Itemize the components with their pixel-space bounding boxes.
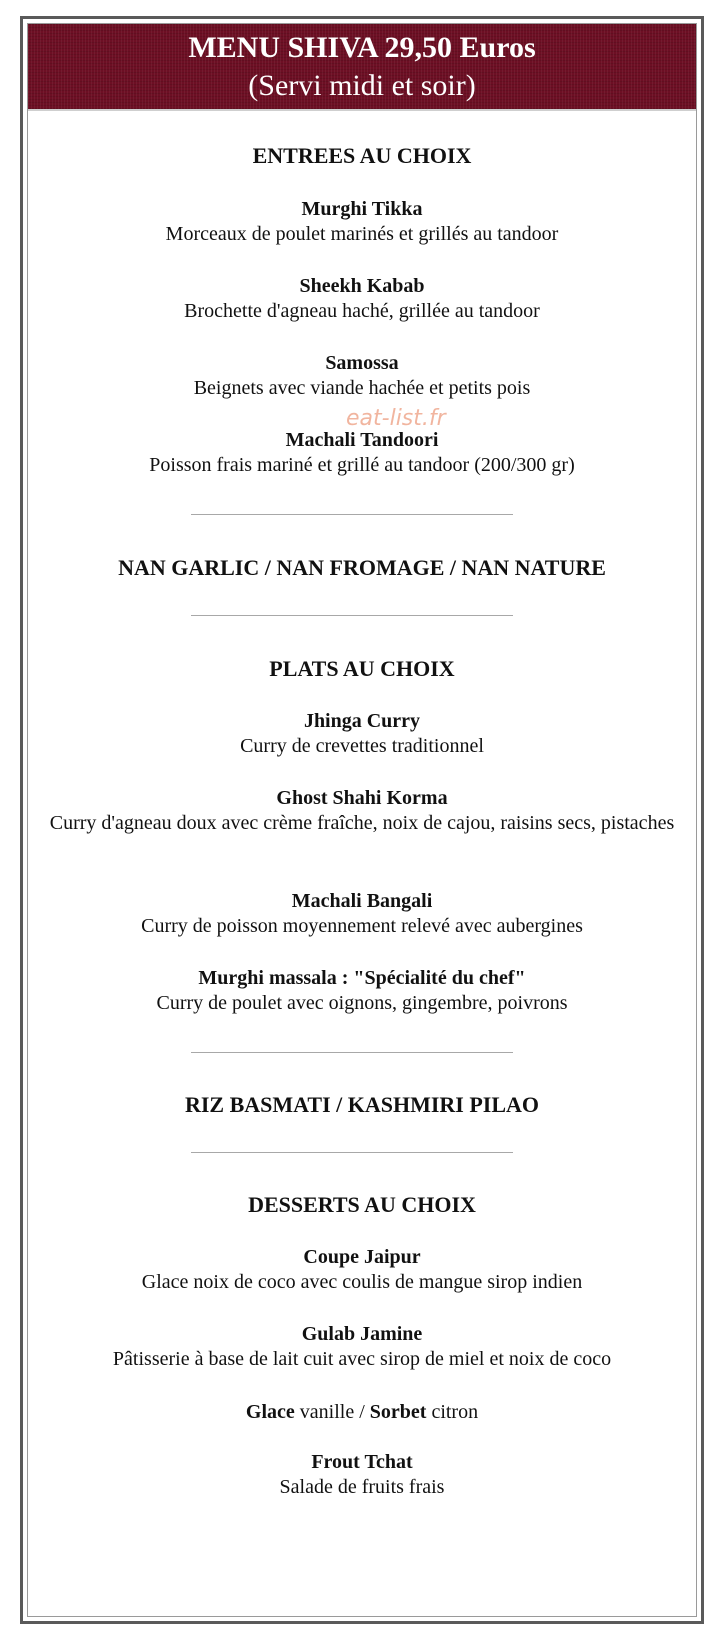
vanille-text: vanille / — [294, 1401, 370, 1423]
divider — [191, 1052, 513, 1053]
dish-name: Gulab Jamine — [301, 1323, 423, 1345]
menu-header — [28, 24, 696, 111]
dish-description: Glace noix de coco avec coulis de mangue sirop indien — [141, 1271, 583, 1293]
dish-description: Pâtisserie à base de lait cuit avec sirop de miel et noix de coco — [112, 1348, 612, 1370]
dish-description: Brochette d'agneau haché, grillée au tandoor — [184, 300, 540, 322]
dish-name: Frout Tchat — [311, 1451, 413, 1473]
dish-description: Curry de crevettes traditionnel — [240, 735, 484, 757]
section-title-riz: RIZ BASMATI / KASHMIRI PILAO — [184, 1092, 540, 1117]
menu-subtitle: (Servi midi et soir) — [248, 69, 476, 102]
dish-name: Murghi massala : "Spécialité du chef" — [198, 967, 526, 989]
menu-inner-border — [27, 23, 697, 1617]
dish-name: Machali Bangali — [291, 890, 433, 912]
dish-name: Samossa — [325, 352, 399, 374]
dish-name: Machali Tandoori — [285, 429, 439, 451]
section-title-nan: NAN GARLIC / NAN FROMAGE / NAN NATURE — [118, 555, 606, 580]
divider — [191, 514, 513, 515]
menu-title: MENU SHIVA 29,50 Euros — [188, 31, 536, 64]
glace-sorbet-line — [28, 1399, 696, 1425]
dish-description: Salade de fruits frais — [279, 1476, 445, 1498]
section-title-plats: PLATS AU CHOIX — [269, 656, 455, 681]
dish-description: Morceaux de poulet marinés et grillés au tandoor — [165, 223, 559, 245]
sorbet-label: Sorbet — [369, 1401, 427, 1423]
menu-frame — [20, 16, 704, 1624]
dish-description: Poisson frais mariné et grillé au tandoor (200/300 gr) — [149, 454, 575, 476]
dish-description: Curry d'agneau doux avec crème fraîche, noix de cajou, raisins secs, pistaches — [49, 812, 675, 834]
section-title-entrees: ENTREES AU CHOIX — [252, 143, 472, 168]
section-title-desserts: DESSERTS AU CHOIX — [248, 1192, 476, 1217]
dish-name: Murghi Tikka — [301, 198, 423, 220]
divider — [191, 615, 513, 616]
dish-name: Coupe Jaipur — [303, 1246, 421, 1268]
dish-description: Beignets avec viande hachée et petits pois — [193, 377, 531, 399]
dish-description: Curry de poisson moyennement relevé avec aubergines — [141, 915, 583, 937]
dish-name: Jhinga Curry — [303, 710, 421, 732]
citron-text: citron — [426, 1401, 479, 1423]
dish-name: Ghost Shahi Korma — [276, 787, 448, 809]
watermark: eat-list.fr — [346, 406, 446, 431]
dish-name: Sheekh Kabab — [299, 275, 425, 297]
divider — [191, 1152, 513, 1153]
glace-label: Glace — [245, 1401, 295, 1423]
dish-description: Curry de poulet avec oignons, gingembre, poivrons — [156, 992, 568, 1014]
